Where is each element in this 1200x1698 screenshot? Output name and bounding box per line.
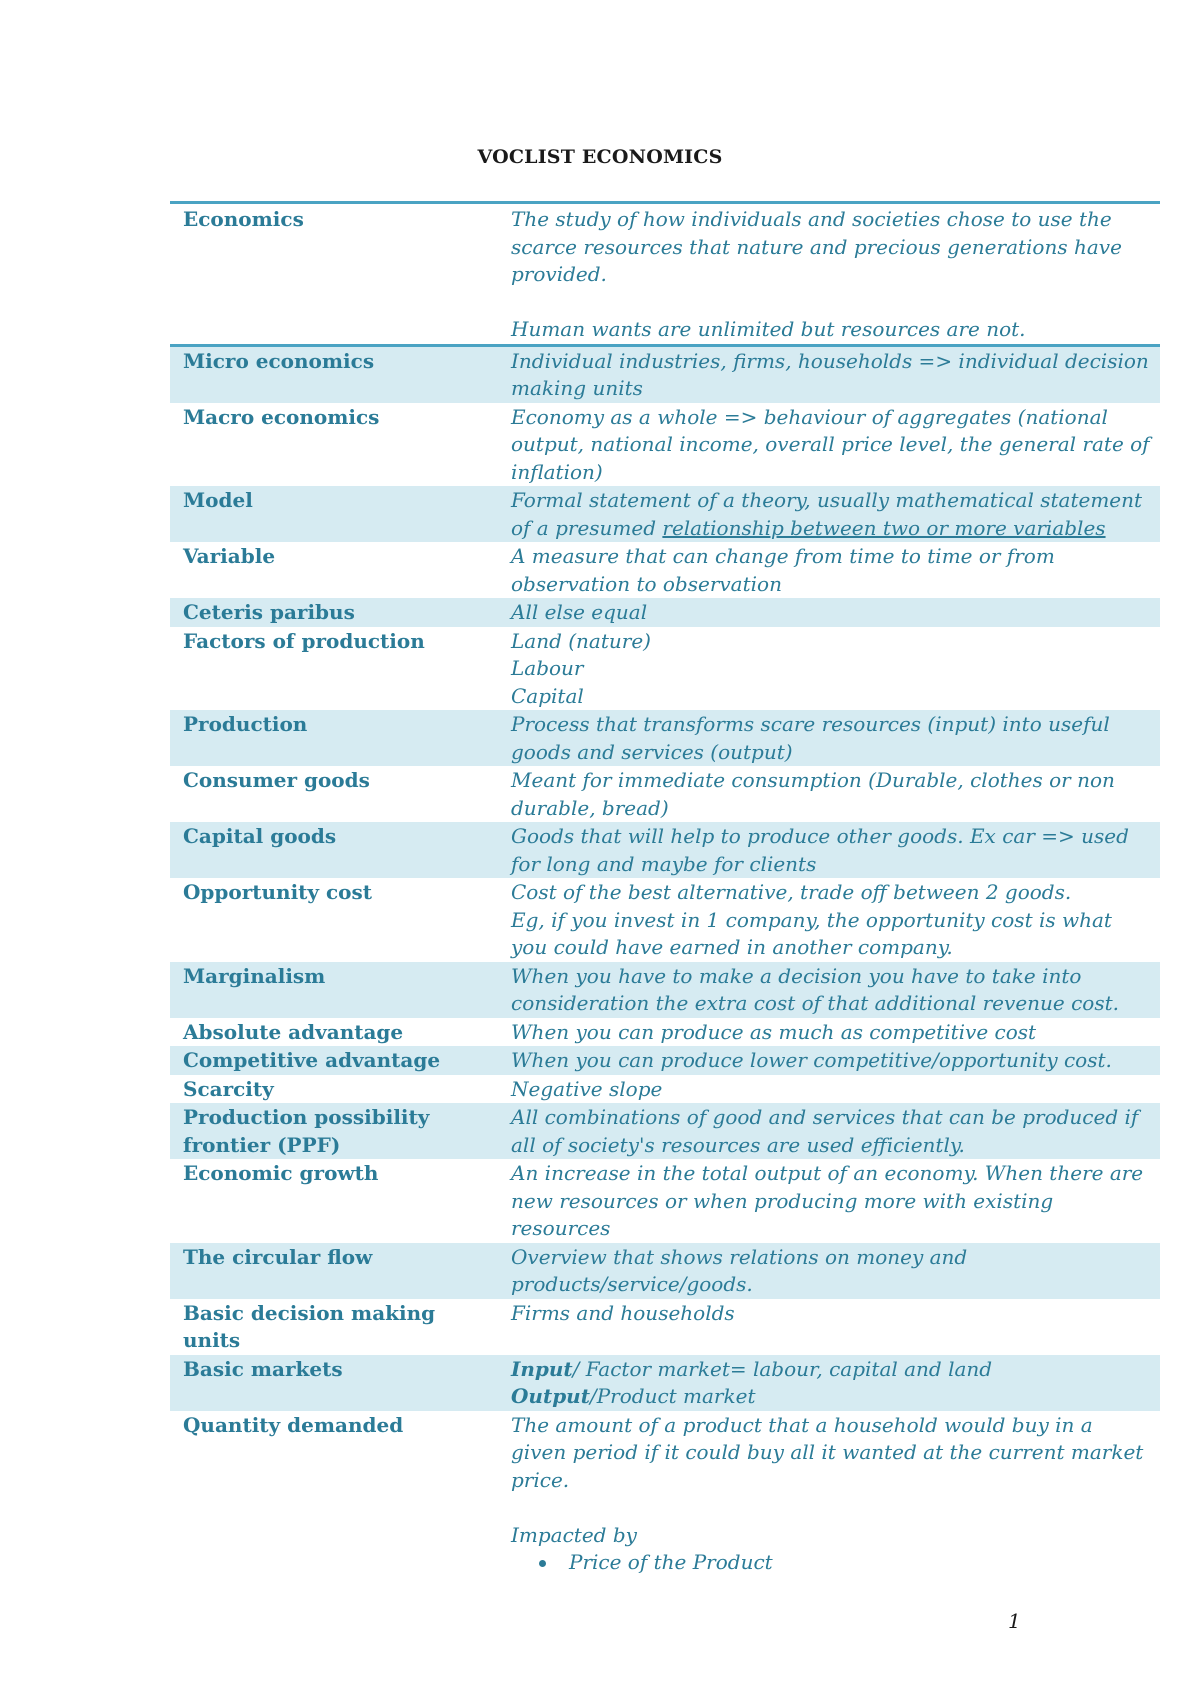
definition-text: Cost of the best alternative, trade off between 2 goods.: [511, 880, 1072, 904]
term-cell: Absolute advantage: [183, 1019, 404, 1044]
definition-cell: [498, 1355, 1160, 1411]
table-row: [170, 345, 1160, 403]
table-row: [170, 878, 1160, 962]
table-row: [170, 1299, 1160, 1355]
table-row: [170, 627, 1160, 711]
definition-cell: Firms and households: [511, 1300, 735, 1325]
table-row: [170, 766, 1160, 822]
term-cell: Economic growth: [183, 1161, 379, 1185]
market-label: Input: [511, 1356, 573, 1381]
bullet-item: Price of the Product: [569, 1549, 1152, 1577]
definition-text: Human wants are unlimited but resources are not.: [511, 317, 1026, 341]
definition-cell: Economy as a whole => behaviour of aggregates (national output, national income, overall price level, the general rate of inflation): [511, 404, 1150, 484]
table-row: [170, 486, 1160, 542]
term-cell: Model: [170, 486, 498, 542]
definition-cell: When you can produce as much as competitive cost: [511, 1019, 1037, 1044]
table-row: [170, 1103, 1160, 1159]
table-row: [170, 1159, 1160, 1243]
definition-text: Capital: [511, 683, 584, 708]
term-cell: Quantity demanded: [183, 1412, 404, 1437]
definition-cell: Meant for immediate consumption (Durable, clothes or non durable, bread): [511, 768, 1115, 820]
term-cell: Competitive advantage: [170, 1046, 498, 1075]
term-cell: Factors of production: [183, 628, 425, 653]
definition-cell: When you can produce lower competitive/opportunity cost.: [498, 1046, 1160, 1075]
term-cell: Opportunity cost: [183, 880, 373, 904]
definition-cell: [498, 203, 1160, 346]
document-title: VOCLIST ECONOMICS: [477, 146, 723, 168]
table-row: [170, 1018, 1160, 1047]
term-cell: The circular flow: [170, 1243, 498, 1299]
term-cell: Capital goods: [170, 822, 498, 878]
table-row: [170, 403, 1160, 487]
term-cell: Production possibility frontier (PPF): [170, 1103, 498, 1159]
definition-text: Labour: [511, 656, 584, 680]
table-row: [170, 1243, 1160, 1299]
term-cell: Production: [170, 710, 498, 766]
definition-cell: [498, 1411, 1160, 1577]
term-cell: Consumer goods: [183, 768, 370, 792]
table-row: [170, 1046, 1160, 1075]
table-row: [170, 822, 1160, 878]
market-text: /Product market: [589, 1384, 756, 1408]
sub-heading: Impacted by: [511, 1522, 637, 1547]
definition-text: [511, 1383, 1152, 1411]
term-cell: Micro economics: [170, 345, 498, 403]
term-cell: Scarcity: [183, 1076, 274, 1101]
table-row: [170, 598, 1160, 627]
definition-text: The amount of a product that a household would buy in a given period if it could buy all it wanted at the current market price.: [511, 1412, 1144, 1492]
market-text: / Factor market= labour, capital and land: [572, 1356, 993, 1381]
table-row: [170, 1355, 1160, 1411]
definition-text: The study of how individuals and societies chose to use the scarce resources that nature and precious generations have provided.: [511, 207, 1122, 286]
definition-text: Eg, if you invest in 1 company, the opportunity cost is what you could have earned in another company.: [511, 907, 1112, 959]
page-number: 1: [1008, 1609, 1021, 1633]
definition-cell: All else equal: [498, 598, 1160, 627]
term-cell: Basic decision making units: [183, 1300, 436, 1352]
table-row: [170, 962, 1160, 1018]
definition-cell: A measure that can change from time to time or from observation to observation: [511, 544, 1055, 596]
term-cell: Variable: [183, 544, 276, 568]
term-cell: Basic markets: [170, 1355, 498, 1411]
definition-cell: [498, 878, 1160, 962]
definition-cell: Negative slope: [511, 1076, 663, 1101]
definition-cell: Individual industries, firms, households => individual decision making units: [498, 345, 1160, 403]
underlined-text: relationship between two or more variables: [662, 515, 1106, 540]
definition-cell: Overview that shows relations on money and products/service/goods.: [498, 1243, 1160, 1299]
table-row: [170, 710, 1160, 766]
definition-text: [511, 1356, 1152, 1384]
table-row: [170, 1411, 1160, 1577]
definition-cell: Process that transforms scare resources (input) into useful goods and services (output): [498, 710, 1160, 766]
definition-cell: [498, 627, 1160, 711]
definition-cell: An increase in the total output of an economy. When there are new resources or when producing more with existing resources: [511, 1161, 1144, 1240]
vocabulary-table: [170, 201, 1160, 1577]
table-row: [170, 1075, 1160, 1104]
bullet-list: [511, 1549, 1152, 1577]
term-cell: Macro economics: [183, 404, 380, 429]
definition-text: Land (nature): [511, 628, 651, 653]
definition-cell: When you have to make a decision you have to take into consideration the extra cost of that additional revenue cost.: [498, 962, 1160, 1018]
term-cell: Ceteris paribus: [170, 598, 498, 627]
definition-cell: [498, 486, 1160, 542]
definition-text: Formal statement of a theory, usually mathematical statement of a presumed: [511, 488, 1143, 540]
table-row: [170, 203, 1160, 346]
definition-cell: All combinations of good and services that can be produced if all of society's resources are used efficiently.: [498, 1103, 1160, 1159]
term-cell: Marginalism: [170, 962, 498, 1018]
market-label: Output: [511, 1384, 590, 1408]
definition-cell: Goods that will help to produce other goods. Ex car => used for long and maybe for clients: [498, 822, 1160, 878]
term-cell: Economics: [170, 203, 498, 346]
table-row: [170, 542, 1160, 598]
